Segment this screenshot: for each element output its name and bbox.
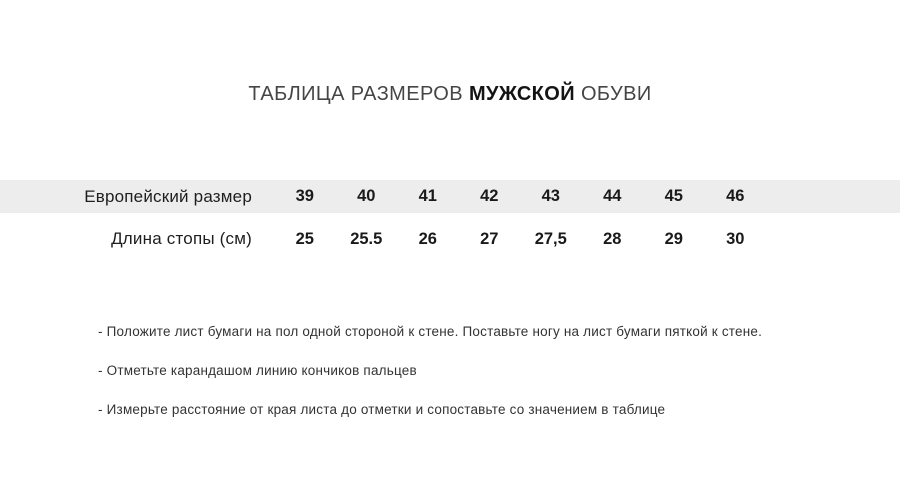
page-title-prefix: ТАБЛИЦА РАЗМЕРОВ <box>248 83 469 105</box>
eu-size-cell: 39 <box>295 187 314 205</box>
size-table <box>0 180 900 265</box>
row-label-eu-size: Европейский размер <box>84 186 252 206</box>
foot-length-cell: 28 <box>603 229 622 248</box>
foot-length-cell: 25.5 <box>350 229 383 248</box>
eu-size-cell: 40 <box>357 187 376 205</box>
instruction-item: - Измерьте расстояние от края листа до отметки и сопоставьте со значением в таблице <box>98 402 666 417</box>
eu-size-cell: 43 <box>541 187 560 205</box>
page-title-emphasis: МУЖСКОЙ <box>468 83 575 105</box>
table-row-foot-length <box>0 213 900 265</box>
foot-length-cell: 27 <box>480 229 499 248</box>
foot-length-cell: 26 <box>418 229 437 248</box>
table-row-eu-size <box>0 180 900 213</box>
foot-length-cell: 29 <box>664 229 683 248</box>
eu-size-cell: 45 <box>664 187 683 205</box>
foot-length-cell: 27,5 <box>534 229 567 248</box>
eu-size-cell: 42 <box>480 187 499 205</box>
instruction-item: - Отметьте карандашом линию кончиков пальцев <box>98 363 417 378</box>
eu-size-cell: 44 <box>603 187 622 205</box>
page-title <box>0 82 900 106</box>
eu-size-cell: 46 <box>726 187 745 205</box>
foot-length-cell: 30 <box>726 229 745 248</box>
page-title-suffix: ОБУВИ <box>575 83 652 105</box>
measuring-instructions <box>98 325 860 442</box>
eu-size-cell: 41 <box>418 187 437 205</box>
row-label-foot-length: Длина стопы (см) <box>111 229 252 248</box>
foot-length-cell: 25 <box>295 229 314 248</box>
instruction-item: - Положите лист бумаги на пол одной стороной к стене. Поставьте ногу на лист бумаги пяткой к стене. <box>98 324 763 339</box>
